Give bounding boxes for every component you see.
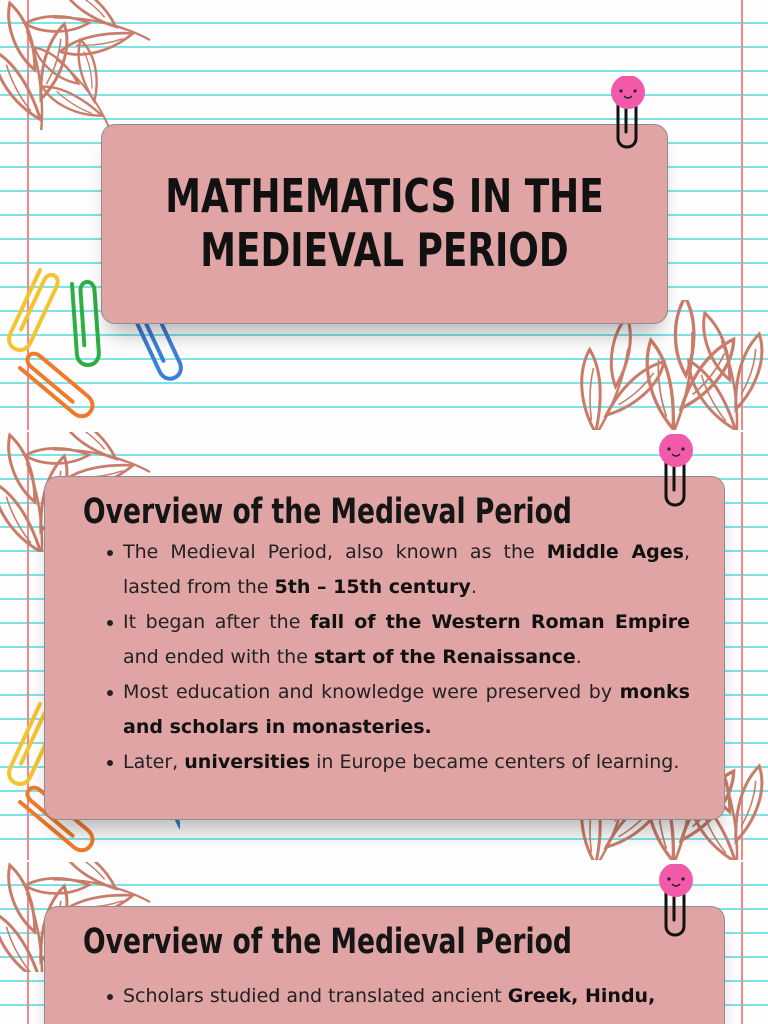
bullet-list	[123, 979, 690, 1014]
smiley-pin-icon	[658, 434, 698, 520]
content-card	[44, 906, 725, 1024]
page-title	[164, 169, 605, 277]
title-slide	[0, 0, 768, 430]
smiley-pin-icon	[658, 864, 698, 950]
list-item: It began after the fall of the Western Roman Empire and ended with the start of the Renaissance.	[123, 605, 690, 675]
list-item: Most education and knowledge were preserved by monks and scholars in monasteries.	[123, 675, 690, 745]
smiley-pin-icon	[610, 76, 650, 162]
margin-line-right	[741, 862, 743, 1024]
section-heading: Overview of the Medieval Period	[83, 492, 572, 532]
overview-slide-1	[0, 432, 768, 860]
title-line-2: MEDIEVAL PERIOD	[200, 223, 569, 277]
section-heading: Overview of the Medieval Period	[83, 922, 572, 962]
title-line-1: MATHEMATICS IN THE	[165, 169, 604, 223]
list-item: Scholars studied and translated ancient Greek, Hindu,	[123, 979, 690, 1014]
list-item: Later, universities in Europe became centers of learning.	[123, 745, 690, 780]
title-card	[101, 124, 668, 324]
leaf-decoration-icon	[0, 0, 240, 130]
overview-slide-2	[0, 862, 768, 1024]
bullet-list	[123, 535, 690, 780]
list-item: The Medieval Period, also known as the Middle Ages, lasted from the 5th – 15th century.	[123, 535, 690, 605]
content-card	[44, 476, 725, 820]
